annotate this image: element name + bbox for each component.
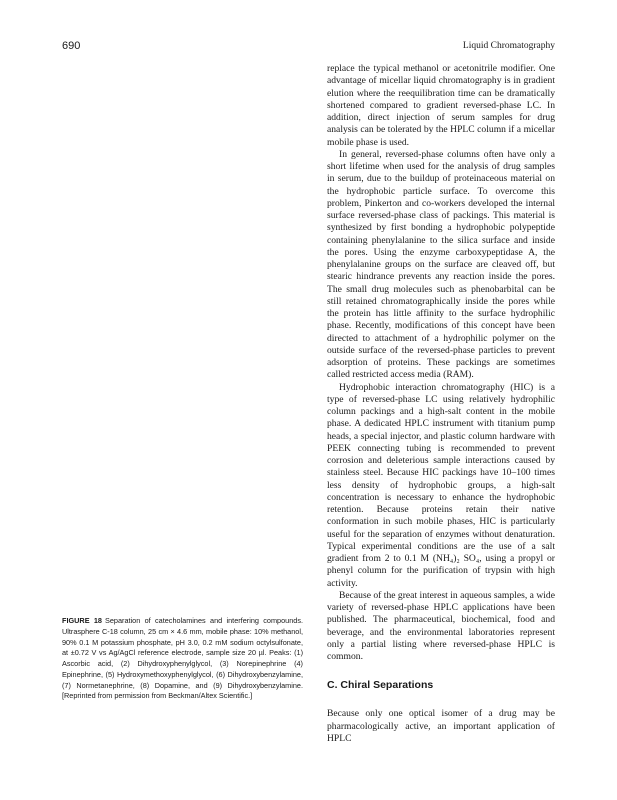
body-paragraph: Because only one optical isomer of a drug may be pharmacologically active, an important application of HPLC — [327, 708, 555, 744]
body-paragraph: Hydrophobic interaction chromatography (HIC) is a type of reversed-phase LC using relatively hydrophilic column packings and a high-salt content in the mobile phase. A dedicated HPLC instrument with titanium pump heads, a special injector, and plastic column hardware with PEEK connecting tubing is recommended to prevent corrosion and deleterious sample interactions caused by stainless steel. Because HIC packings have 10–100 times less density of hydrophobic groups, a high-salt concentration is necessary to enhance the hydrophobic retention. Because proteins retain their native conformation in such mobile phases, HIC is particularly useful for the separation of enzymes without denaturation. Typical experimental conditions are the use of a salt gradient from 2 to 0.1 M (NH₄)₂ SO₄, using a propyl or phenyl column for the purification of trypsin with high activity. — [327, 381, 555, 589]
running-head: Liquid Chromatography — [462, 41, 555, 51]
page-number: 690 — [62, 40, 81, 52]
body-paragraph: In general, reversed-phase columns often have only a short lifetime when used for the analysis of drug samples in serum, due to the buildup of proteinaceous material on the hydrophobic particle surface. To overcome this problem, Pinkerton and co-workers developed the internal surface reversed-phase class of packings. This material is synthesized by first bonding a hydrophobic polypeptide containing phenylalanine to the silica surface and inside the pores. Using the enzyme carboxypeptidase A, the phenylalanine groups on the surface are cleaved off, but stearic hindrance prevents any reaction inside the pores. The small drug molecules such as phenobarbital can be still retained chromatographically inside the pores while the protein has little affinity to the surface hydrophilic phase. Recently, modifications of this concept have been directed to attachment of a hydrophilic polymer on the outside surface of the reversed-phase particles to prevent adsorption of proteins. These packings are sometimes called restricted access media (RAM). — [327, 148, 555, 381]
section-heading: C. Chiral Separations — [327, 679, 434, 692]
body-paragraph: Because of the great interest in aqueous samples, a wide variety of reversed-phase HPLC applications have been published. The pharmaceutical, biochemical, food and beverage, and the environmental laboratories represent only a partial listing where reversed-phase HPLC is common. — [327, 589, 555, 662]
figure-caption — [62, 616, 303, 702]
body-column — [327, 63, 555, 745]
body-paragraph: replace the typical methanol or acetonitrile modifier. One advantage of micellar liquid chromatography is in gradient elution where the reequilibration time can be dramatically shortened compared to gradient reversed-phase LC. In addition, direct injection of serum samples for drug analysis can be tolerated by the HPLC column if a micellar mobile phase is used. — [327, 63, 555, 148]
figure-caption-text: Separation of catecholamines and interfering compounds. Ultrasphere C-18 column, 25 cm × 4.6 mm, mobile phase: 10% methanol, 90% 0.1 M potassium phosphate, pH 3.0, 0.2 mM sodium octylsulfonate, at ±0.72 V vs Ag/AgCl reference electrode, sample size 20 µl. Peaks: (1) Ascorbic acid, (2) Dihydroxyphenylglycol, (3) Norepinephrine (4) Epinephrine, (5) Hydroxymethoxyphenylglycol, (6) Dihydroxybenzylamine, (7) Normetanephrine, (8) Dopamine, and (9) Dihydroxybenzylamine. [Reprinted from permission from Beckman/Altex Scientific.] — [62, 616, 303, 701]
figure-label: FIGURE 18 — [62, 616, 102, 625]
